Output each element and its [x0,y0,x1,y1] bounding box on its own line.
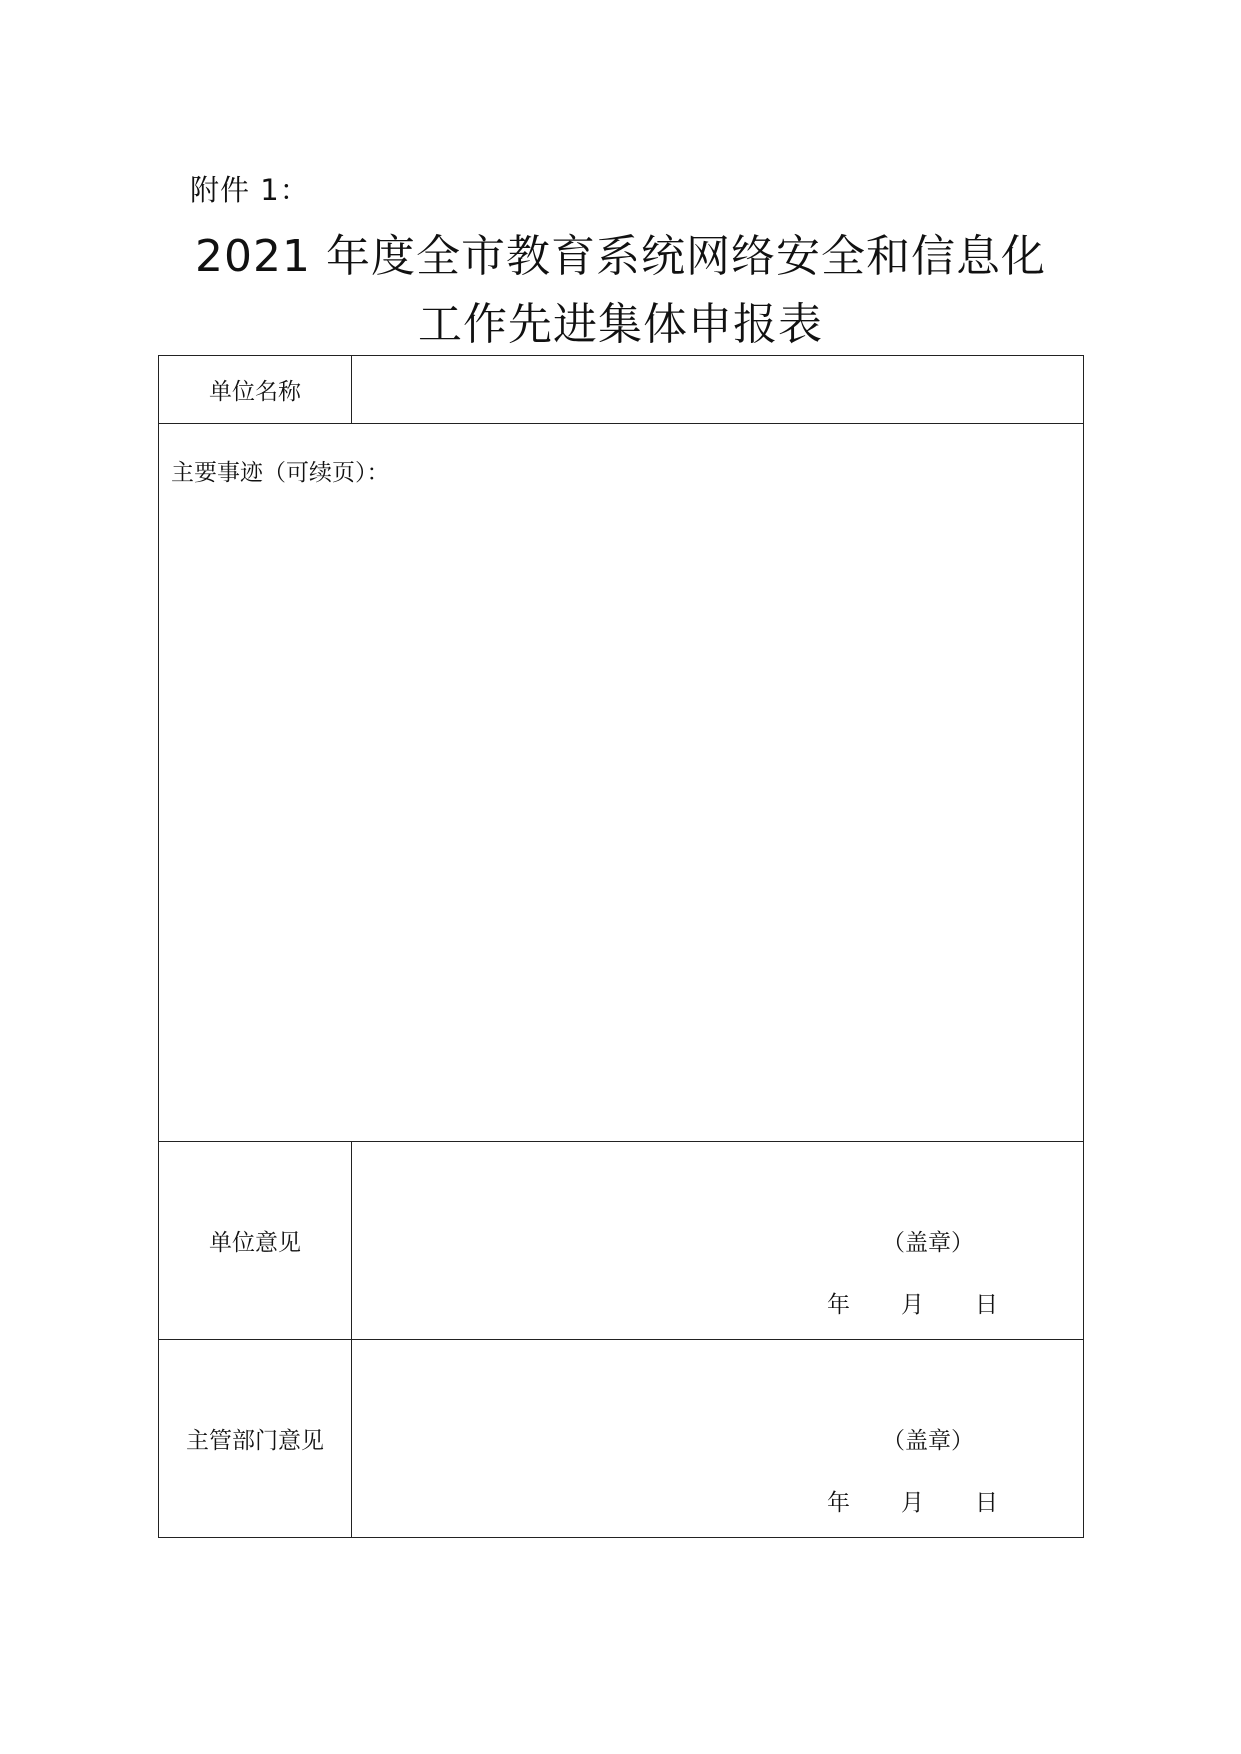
dept-opinion-row [159,1340,1084,1538]
dept-opinion-day: 日 [975,1490,998,1516]
application-form-table [158,355,1084,1538]
form-title-line2: 工作先进集体申报表 [418,299,823,350]
unit-opinion-field[interactable] [352,1142,1084,1340]
unit-name-field[interactable] [352,356,1084,424]
unit-name-row [159,356,1084,424]
dept-opinion-date [827,1484,998,1517]
dept-opinion-label: 主管部门意见 [159,1340,352,1538]
dept-opinion-month: 月 [901,1490,924,1516]
dept-opinion-seal: （盖章） [882,1428,974,1454]
unit-opinion-year: 年 [827,1292,850,1318]
dept-opinion-year: 年 [827,1490,850,1516]
unit-opinion-label: 单位意见 [159,1142,352,1340]
main-deeds-label: 主要事迹（可续页）： [171,460,390,486]
unit-opinion-row [159,1142,1084,1340]
attachment-label: 附件 1： [190,173,310,207]
unit-opinion-seal: （盖章） [882,1230,974,1256]
main-deeds-field[interactable] [159,424,1084,1142]
unit-opinion-month: 月 [901,1292,924,1318]
unit-opinion-date [827,1286,998,1319]
dept-opinion-field[interactable] [352,1340,1084,1538]
form-title-line1: 2021 年度全市教育系统网络安全和信息化 [195,231,1046,282]
unit-name-label: 单位名称 [159,356,352,424]
main-deeds-row [159,424,1084,1142]
unit-opinion-day: 日 [975,1292,998,1318]
